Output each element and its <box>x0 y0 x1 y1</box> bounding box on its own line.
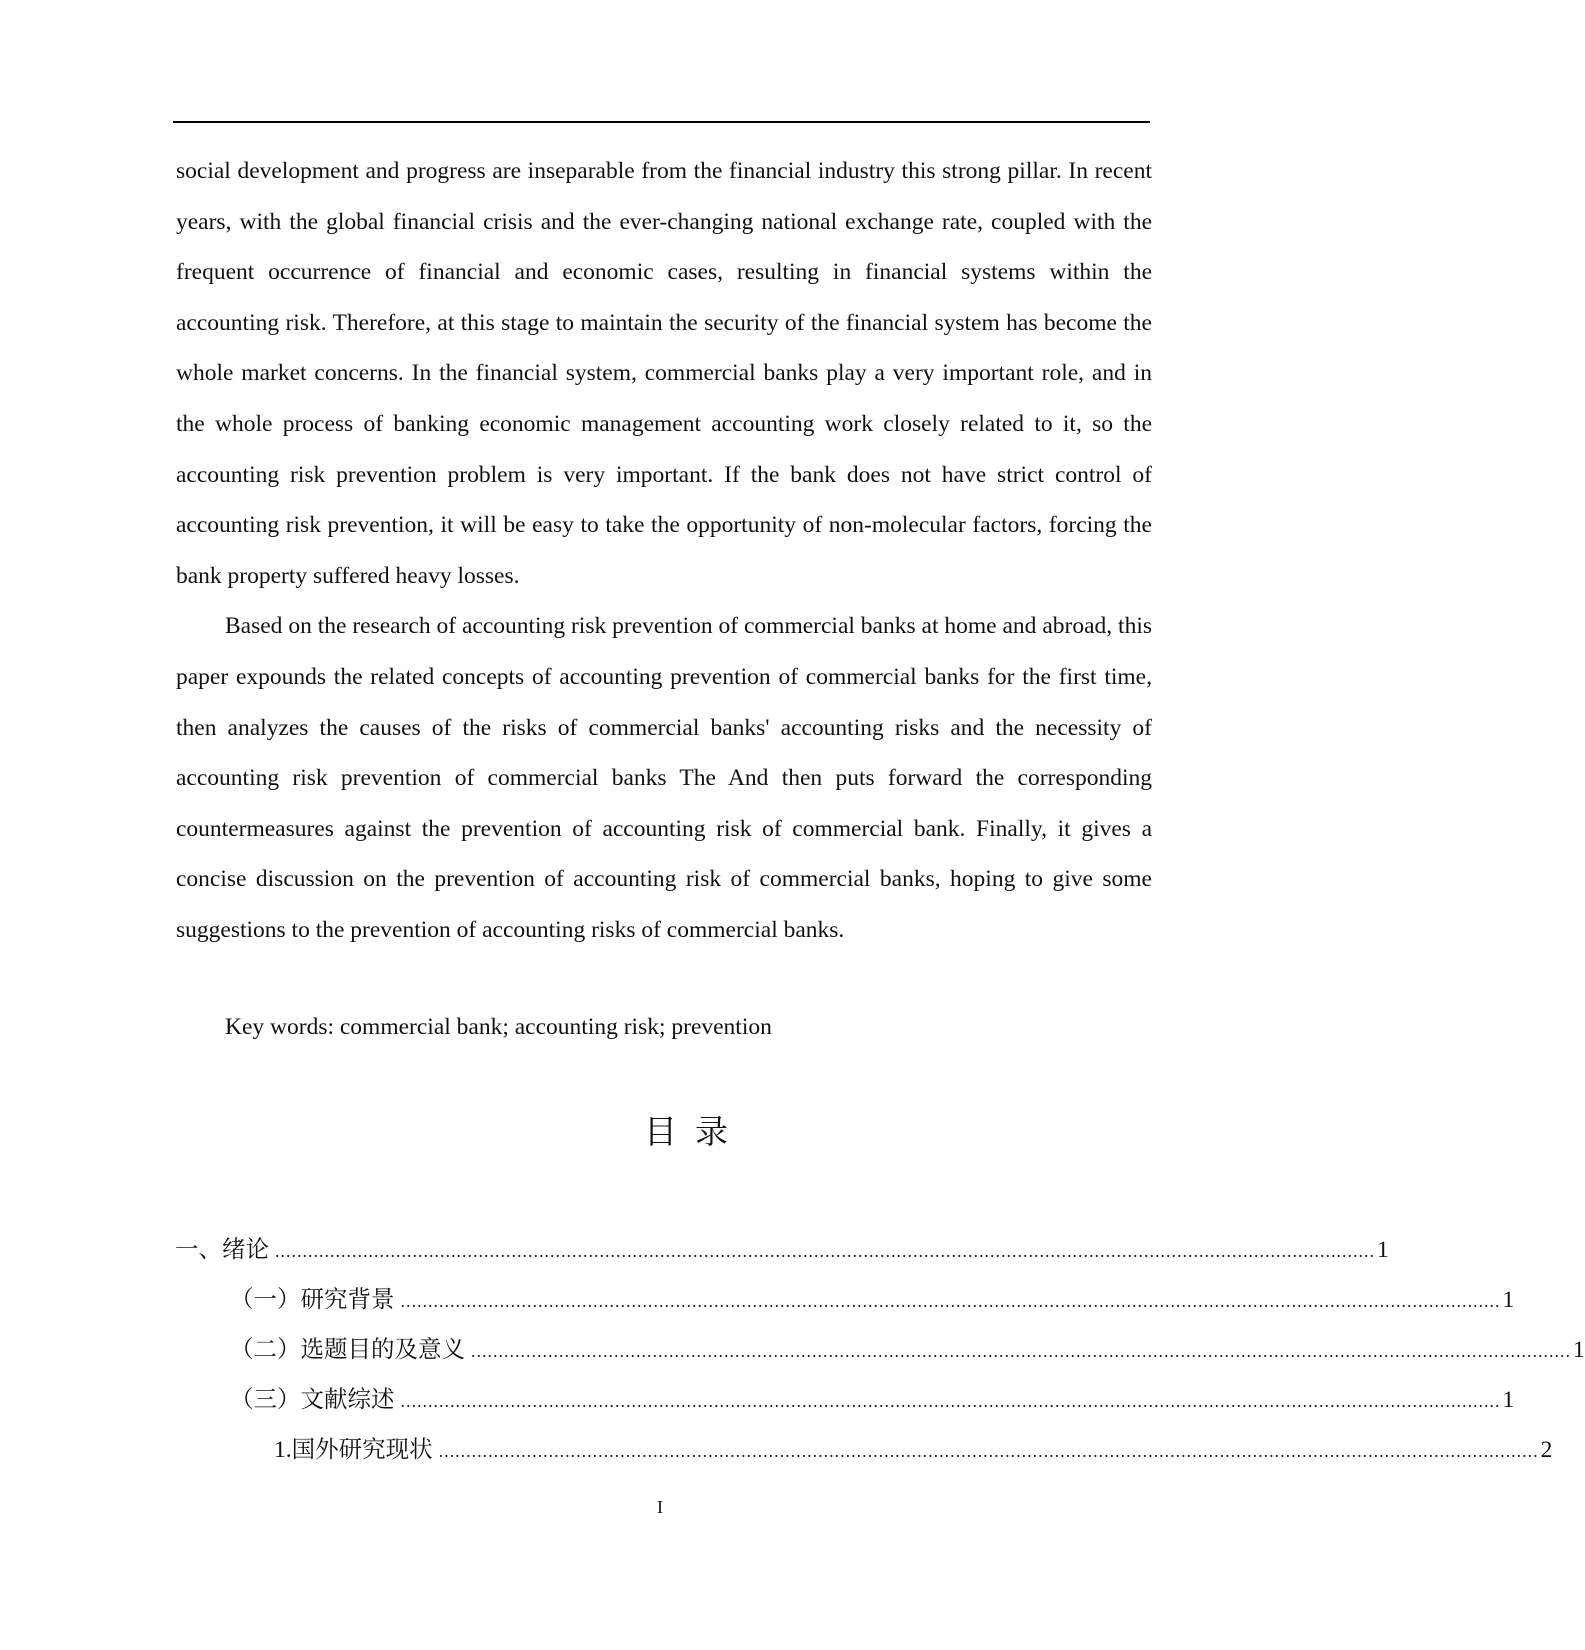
toc-dot-leader: ........................................................................................................................................................................................................ <box>438 1441 1539 1461</box>
toc-entry-label: （三）文献综述 <box>230 1387 395 1413</box>
toc-dot-leader: ........................................................................................................................................................................................................ <box>400 1291 1501 1311</box>
toc-title: 目录 <box>644 1112 746 1151</box>
toc-entry[interactable] <box>230 1334 1585 1367</box>
page-number: I <box>657 1497 663 1517</box>
toc-entry-page: 2 <box>1540 1437 1553 1463</box>
toc-entry[interactable] <box>230 1284 1515 1317</box>
toc-entry[interactable] <box>274 1434 1553 1467</box>
abstract-paragraph: Based on the research of accounting risk prevention of commercial banks at home and abroad, this paper expounds the related concepts of accounting prevention of commercial banks for the first time, then analyzes the causes of the risks of commercial banks' accounting risks and the necessity of accounting risk prevention of commercial banks The And then puts forward the corresponding countermeasures against the prevention of accounting risk of commercial bank. Finally, it gives a concise discussion on the prevention of accounting risk of commercial banks, hoping to give some suggestions to the prevention of accounting risks of commercial banks. <box>176 613 1152 943</box>
toc-entry-label: （一）研究背景 <box>230 1287 395 1313</box>
toc-entry-page: 1 <box>1502 1287 1515 1313</box>
toc-entry[interactable] <box>175 1234 1389 1267</box>
toc-entry-page: 1 <box>1573 1337 1585 1363</box>
toc-dot-leader: ........................................................................................................................................................................................................ <box>471 1341 1571 1361</box>
keywords-line: Key words: commercial bank; accounting risk; prevention <box>225 1014 772 1040</box>
abstract-paragraph: social development and progress are inseparable from the financial industry this strong pillar. In recent years, with the global financial crisis and the ever-changing national exchange rate, coupled with the frequent occurrence of financial and economic cases, resulting in financial systems within the accounting risk. Therefore, at this stage to maintain the security of the financial system has become the whole market concerns. In the financial system, commercial banks play a very important role, and in the whole process of banking economic management accounting work closely related to it, so the accounting risk prevention problem is very important. If the bank does not have strict control of accounting risk prevention, it will be easy to take the opportunity of non-molecular factors, forcing the bank property suffered heavy losses. <box>176 158 1152 589</box>
toc-entry-label: 1.国外研究现状 <box>274 1437 433 1463</box>
toc-entry-label: 一、绪论 <box>175 1237 269 1263</box>
toc-dot-leader: ........................................................................................................................................................................................................ <box>400 1391 1501 1411</box>
toc-entry-page: 1 <box>1377 1237 1389 1263</box>
toc-entry-page: 1 <box>1502 1387 1515 1413</box>
toc-entry[interactable] <box>230 1384 1515 1417</box>
toc-dot-leader: ........................................................................................................................................................................................................ <box>275 1241 1375 1261</box>
toc-entry-label: （二）选题目的及意义 <box>230 1337 465 1363</box>
